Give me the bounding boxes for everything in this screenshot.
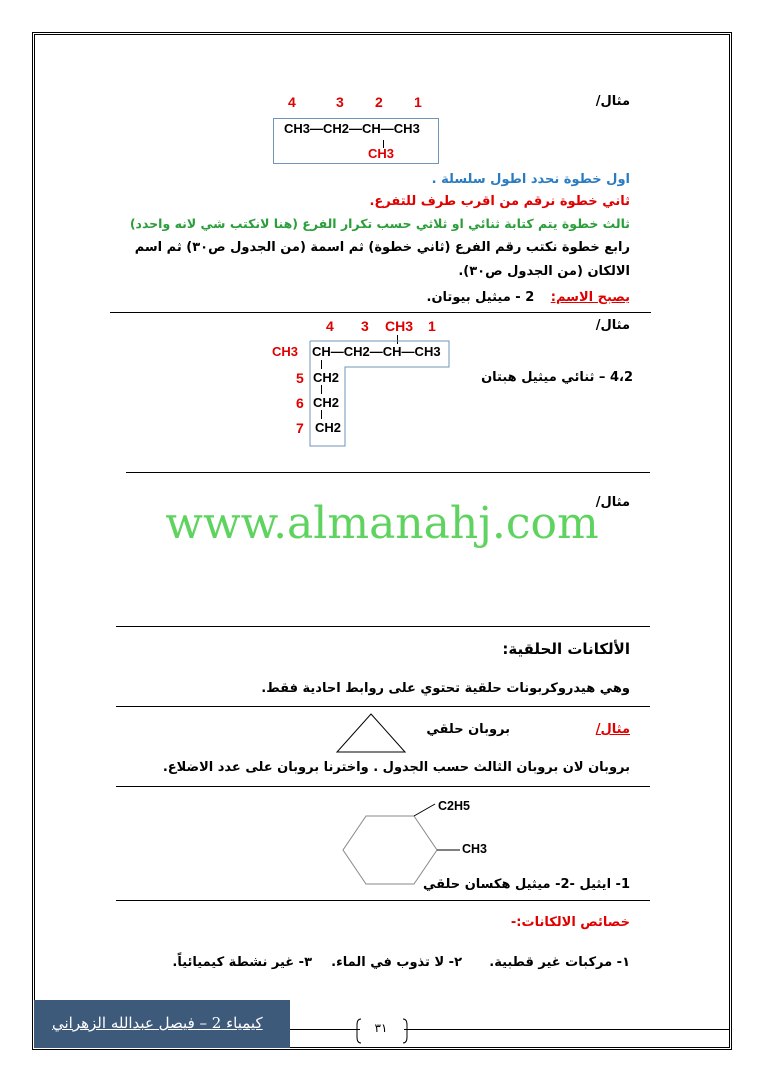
methyl-substituent: CH3 bbox=[462, 842, 488, 856]
main-chain-formula: CH3—CH2—CH—CH3 bbox=[284, 121, 420, 136]
cyclopropane-triangle bbox=[335, 712, 407, 754]
hexane-name: 1- ايثيل -2- ميثيل هكسان حلقي bbox=[422, 877, 630, 892]
carbon-number: 4 bbox=[326, 318, 334, 334]
chain-group: CH2 bbox=[313, 395, 340, 410]
step-2: ثاني خطوة نرقم من اقرب طرف للتفرع. bbox=[369, 194, 630, 209]
step-4-line2: الالكان (من الجدول ص٣٠). bbox=[458, 264, 630, 279]
chain-bond bbox=[321, 360, 322, 369]
step-3: ثالث خطوة يتم كتابة ثنائي او ثلاثي حسب تكرار الفرع (هنا لانكتب شي لانه واحدد) bbox=[129, 216, 630, 231]
properties-heading: خصائص الالكانات:- bbox=[510, 915, 630, 930]
watermark: www.almanahj.com bbox=[165, 498, 599, 549]
step-4-line1: رابع خطوة نكتب رقم الفرع (ثاني خطوة) ثم اسمة (من الجدول ص٣٠) ثم اسم bbox=[134, 240, 630, 255]
chain-group: CH2 bbox=[313, 370, 340, 385]
chain-bond bbox=[321, 385, 322, 394]
carbon-number: 4 bbox=[288, 94, 296, 110]
explanation: بروبان لان بروبان الثالث حسب الجدول . واخترنا بروبان على عدد الاضلاع. bbox=[162, 760, 630, 775]
chain-group: CH2 bbox=[315, 420, 342, 435]
branch-label: CH3 bbox=[385, 318, 414, 334]
property-item: ١- مركبات غير قطبية. bbox=[489, 955, 630, 970]
definition: وهي هيدروكربونات حلقية تحتوي على روابط احادية فقط. bbox=[261, 681, 630, 696]
carbon-number: 2 bbox=[375, 94, 383, 110]
divider bbox=[116, 786, 650, 787]
carbon-number: 5 bbox=[296, 370, 304, 386]
footer-author: كيمياء 2 – فيصل عبدالله الزهراني bbox=[52, 1014, 263, 1032]
divider bbox=[116, 900, 650, 901]
example2-label: مثال/ bbox=[595, 318, 630, 333]
terminal-methyl: CH3 bbox=[272, 344, 299, 359]
result-label: يصبح الاسم: bbox=[550, 290, 630, 305]
chain-bond bbox=[321, 410, 322, 419]
example3-label: مثال/ bbox=[595, 495, 630, 510]
carbon-number: 1 bbox=[428, 318, 436, 334]
carbon-number: 1 bbox=[414, 94, 422, 110]
carbon-number: 7 bbox=[296, 420, 304, 436]
carbon-number: 3 bbox=[361, 318, 369, 334]
divider bbox=[126, 472, 650, 473]
divider bbox=[116, 706, 650, 707]
divider bbox=[116, 626, 650, 627]
footer-rule bbox=[404, 1029, 730, 1030]
carbon-number: 3 bbox=[336, 94, 344, 110]
section-heading: الألكانات الحلقية: bbox=[502, 640, 630, 658]
ethyl-substituent: C2H5 bbox=[438, 799, 470, 813]
property-item: ٣- غير نشطة كيميائياً. bbox=[172, 955, 312, 970]
branch-group: CH3 bbox=[368, 146, 395, 161]
cyclic-example-label: مثال/ bbox=[595, 722, 630, 737]
result-name: 2 - ميثيل بيوتان. bbox=[426, 290, 535, 305]
footer-rule bbox=[290, 1029, 360, 1030]
compound-name: 4،2 – ثنائي ميثيل هبتان bbox=[481, 370, 633, 385]
example1-label: مثال/ bbox=[595, 94, 630, 109]
carbon-number: 6 bbox=[296, 395, 304, 411]
cyclopropane-name: بروبان حلقي bbox=[426, 722, 510, 737]
property-item: ٢- لا تذوب في الماء. bbox=[331, 955, 462, 970]
main-chain-formula: CH—CH2—CH—CH3 bbox=[312, 344, 441, 359]
page-number: ٣١ bbox=[374, 1021, 388, 1035]
step-1: اول خطوة نحدد اطول سلسلة . bbox=[431, 172, 630, 187]
